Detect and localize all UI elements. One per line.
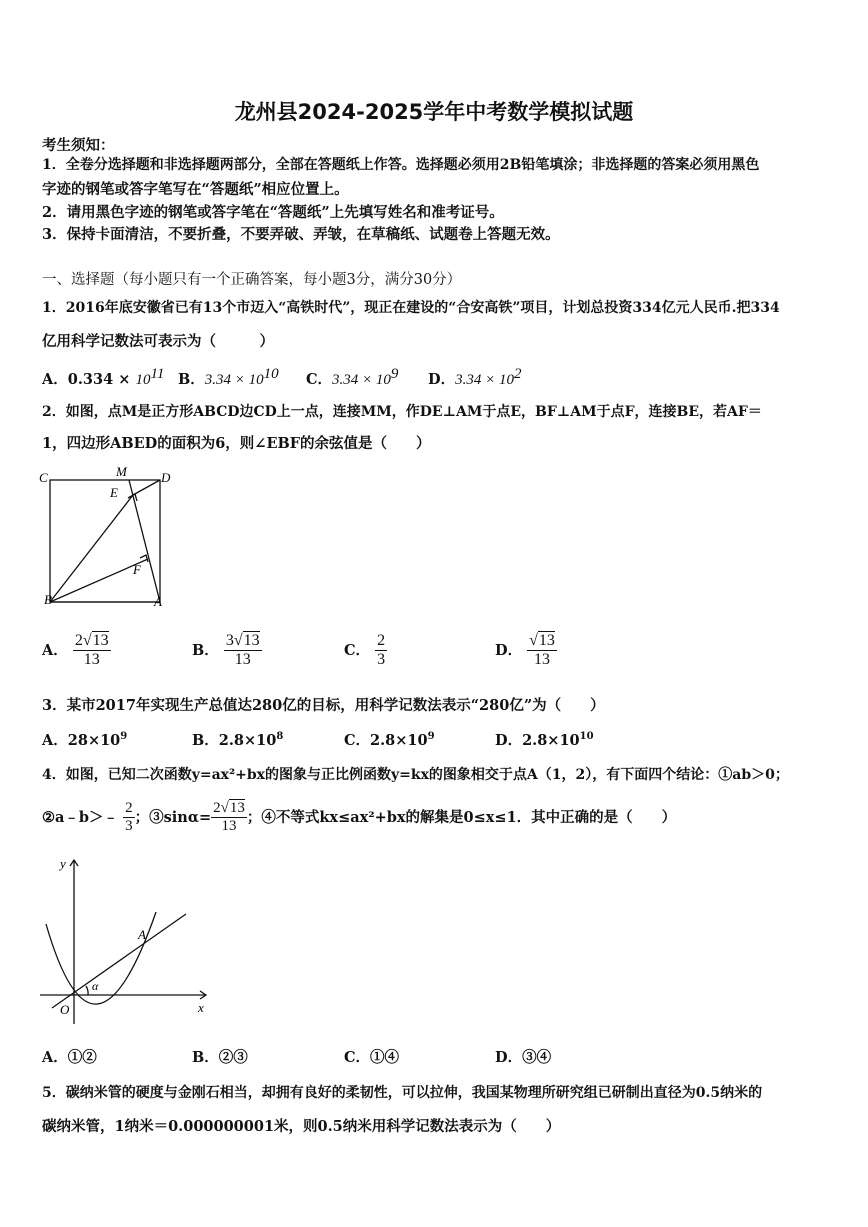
fraction: $\frac{3√13}{13}$ bbox=[225, 632, 260, 669]
label-m: M bbox=[116, 464, 127, 479]
option-exponent: 11 bbox=[150, 366, 165, 382]
line-y-kx bbox=[52, 914, 186, 1008]
notice-heading: 考生须知： bbox=[42, 137, 115, 154]
q2-option-d[interactable] bbox=[495, 632, 557, 670]
label-b: B bbox=[44, 592, 52, 607]
fraction: $\frac{2√13}{13}$ bbox=[74, 632, 109, 669]
option-value: ②③ bbox=[218, 1049, 248, 1066]
option-label: D． bbox=[495, 641, 523, 659]
option-label: A． bbox=[42, 1049, 68, 1066]
label-y: y bbox=[60, 856, 66, 871]
option-label: A． bbox=[42, 641, 68, 659]
option-value: 0.334 × bbox=[67, 370, 131, 388]
option-label: D． bbox=[495, 732, 523, 749]
notice-line-2: 2．请用黑色字迹的钢笔或答字笔在“答题纸”上先填写姓名和准考证号。 bbox=[42, 204, 504, 221]
option-label: B． bbox=[192, 1049, 219, 1066]
label-x: x bbox=[198, 1000, 204, 1015]
notice-line-1a: 1．全卷分选择题和非选择题两部分，全部在答题纸上作答。选择题必须用2B铅笔填涂；非选择题的答案必须用黑色 bbox=[42, 157, 760, 173]
angle-alpha-arc bbox=[86, 986, 88, 995]
q1-line-2: 亿用科学记数法可表示为（ ） bbox=[42, 333, 274, 350]
option-label: D． bbox=[428, 370, 456, 388]
option-label: B． bbox=[178, 370, 205, 388]
parabola bbox=[46, 912, 156, 1004]
q1-option-a[interactable] bbox=[42, 366, 164, 389]
label-e: E bbox=[110, 485, 118, 500]
section-heading: 一、选择题（每小题只有一个正确答案，每小题3分，满分30分） bbox=[42, 272, 462, 288]
option-label: C． bbox=[344, 1049, 371, 1066]
q3-line-1: 3．某市2017年实现生产总值达280亿的目标，用科学记数法表示“280亿”为（ ） bbox=[42, 697, 605, 714]
q2-line-1: 2．如图，点M是正方形ABCD边CD上一点，连接MM，作DE⊥AM于点E，BF⊥AM于点F，连接BE，若AF＝ bbox=[42, 404, 762, 420]
option-value: 3.34 × 10 bbox=[332, 371, 391, 388]
label-a: A bbox=[154, 594, 162, 609]
q1-option-d[interactable] bbox=[428, 366, 521, 389]
q2-option-c[interactable] bbox=[344, 632, 387, 670]
option-value: 2.8×10 bbox=[218, 732, 277, 749]
option-value: 2.8×10 bbox=[522, 732, 580, 749]
q5-line-1: 5．碳纳米管的硬度与金刚石相当，却拥有良好的柔韧性，可以拉伸，我国某物理所研究组已研制出直径为0.5纳米的 bbox=[42, 1085, 763, 1101]
option-label: A． bbox=[42, 732, 68, 749]
option-exponent: 8 bbox=[276, 731, 284, 743]
notice-line-3: 3．保持卡面清洁，不要折叠，不要弄破、弄皱，在草稿纸、试题卷上答题无效。 bbox=[42, 226, 560, 243]
q4-option-c[interactable] bbox=[344, 1046, 399, 1067]
square-abcd bbox=[50, 480, 160, 602]
q2-option-a[interactable] bbox=[42, 632, 111, 670]
option-label: C． bbox=[344, 641, 371, 659]
page-title: 龙州县2024-2025学年中考数学模拟试题 bbox=[234, 100, 634, 124]
fraction: $\frac{√13}{13}$ bbox=[529, 632, 555, 669]
segment-am bbox=[129, 480, 160, 602]
label-alpha: α bbox=[92, 979, 99, 993]
q3-option-c[interactable] bbox=[344, 729, 435, 750]
q4-option-a[interactable] bbox=[42, 1046, 97, 1067]
fraction: $\frac{2}{3}$ bbox=[125, 800, 133, 835]
label-d: D bbox=[161, 470, 171, 485]
option-label: D． bbox=[495, 1049, 523, 1066]
q2-option-b[interactable] bbox=[192, 632, 262, 670]
segment-be bbox=[50, 495, 133, 602]
option-value: 2.8×10 bbox=[370, 732, 428, 749]
label-c: C bbox=[39, 470, 48, 485]
q4-line-1: 4．如图，已知二次函数y=ax²+bx的图象与正比例函数y=kx的图象相交于点A（1，2），有下面四个结论：①ab＞0； bbox=[42, 767, 789, 783]
q4-graph-figure bbox=[36, 852, 216, 1027]
conclusion-4: ；④不等式kx≤ax²+bx的解集是0≤x≤1．其中正确的是（ ） bbox=[246, 808, 677, 826]
label-f: F bbox=[133, 562, 141, 577]
q3-option-d[interactable] bbox=[495, 729, 594, 750]
q2-line-2: 1，四边形ABED的面积为6，则∠EBF的余弦值是（ ） bbox=[42, 435, 431, 452]
option-value: ③④ bbox=[522, 1049, 552, 1066]
option-exponent: 10 bbox=[579, 731, 594, 743]
option-exponent: 9 bbox=[427, 731, 435, 743]
q4-line-2 bbox=[42, 800, 676, 836]
option-label: B． bbox=[192, 732, 219, 749]
option-value: 3.34 × 10 bbox=[455, 371, 514, 388]
option-value: 28×10 bbox=[67, 732, 121, 749]
label-o: O bbox=[60, 1002, 70, 1017]
q4-option-d[interactable] bbox=[495, 1046, 551, 1067]
option-label: C． bbox=[306, 370, 333, 388]
q5-line-2: 碳纳米管，1纳米＝0.000000001米，则0.5纳米用科学记数法表示为（ ） bbox=[42, 1118, 561, 1135]
option-exponent: 10 bbox=[263, 366, 279, 382]
q4-option-b[interactable] bbox=[192, 1046, 248, 1067]
q1-option-b[interactable] bbox=[178, 366, 279, 389]
fraction: $\frac{2√13}{13}$ bbox=[213, 800, 245, 835]
option-label: C． bbox=[344, 732, 371, 749]
option-base: 10 bbox=[135, 371, 151, 388]
q1-line-1: 1．2016年底安徽省已有13个市迈入“高铁时代”，现正在建设的“合安高铁”项目，计划总投资334亿元人民币.把334 bbox=[42, 300, 780, 316]
option-value: 3.34 × 10 bbox=[204, 371, 264, 388]
q1-option-c[interactable] bbox=[306, 366, 398, 389]
q2-square-figure bbox=[36, 462, 176, 612]
q3-option-a[interactable] bbox=[42, 729, 127, 750]
option-exponent: 9 bbox=[390, 366, 399, 382]
option-label: A． bbox=[42, 370, 68, 388]
conclusion-3: ；③sinα= bbox=[134, 808, 212, 826]
option-exponent: 2 bbox=[513, 366, 522, 382]
option-exponent: 9 bbox=[120, 731, 128, 743]
fraction: $\frac{2}{3}$ bbox=[377, 632, 386, 669]
segment-de bbox=[133, 480, 160, 495]
q3-option-b[interactable] bbox=[192, 729, 283, 750]
option-value: ①④ bbox=[370, 1049, 400, 1066]
notice-line-1b: 字迹的钢笔或答字笔写在“答题纸”相应位置上。 bbox=[42, 181, 349, 198]
option-label: B． bbox=[192, 641, 219, 659]
option-value: ①② bbox=[67, 1049, 97, 1066]
conclusion-2: ②a﹣b＞﹣ bbox=[42, 808, 119, 826]
label-a: A bbox=[138, 927, 146, 942]
